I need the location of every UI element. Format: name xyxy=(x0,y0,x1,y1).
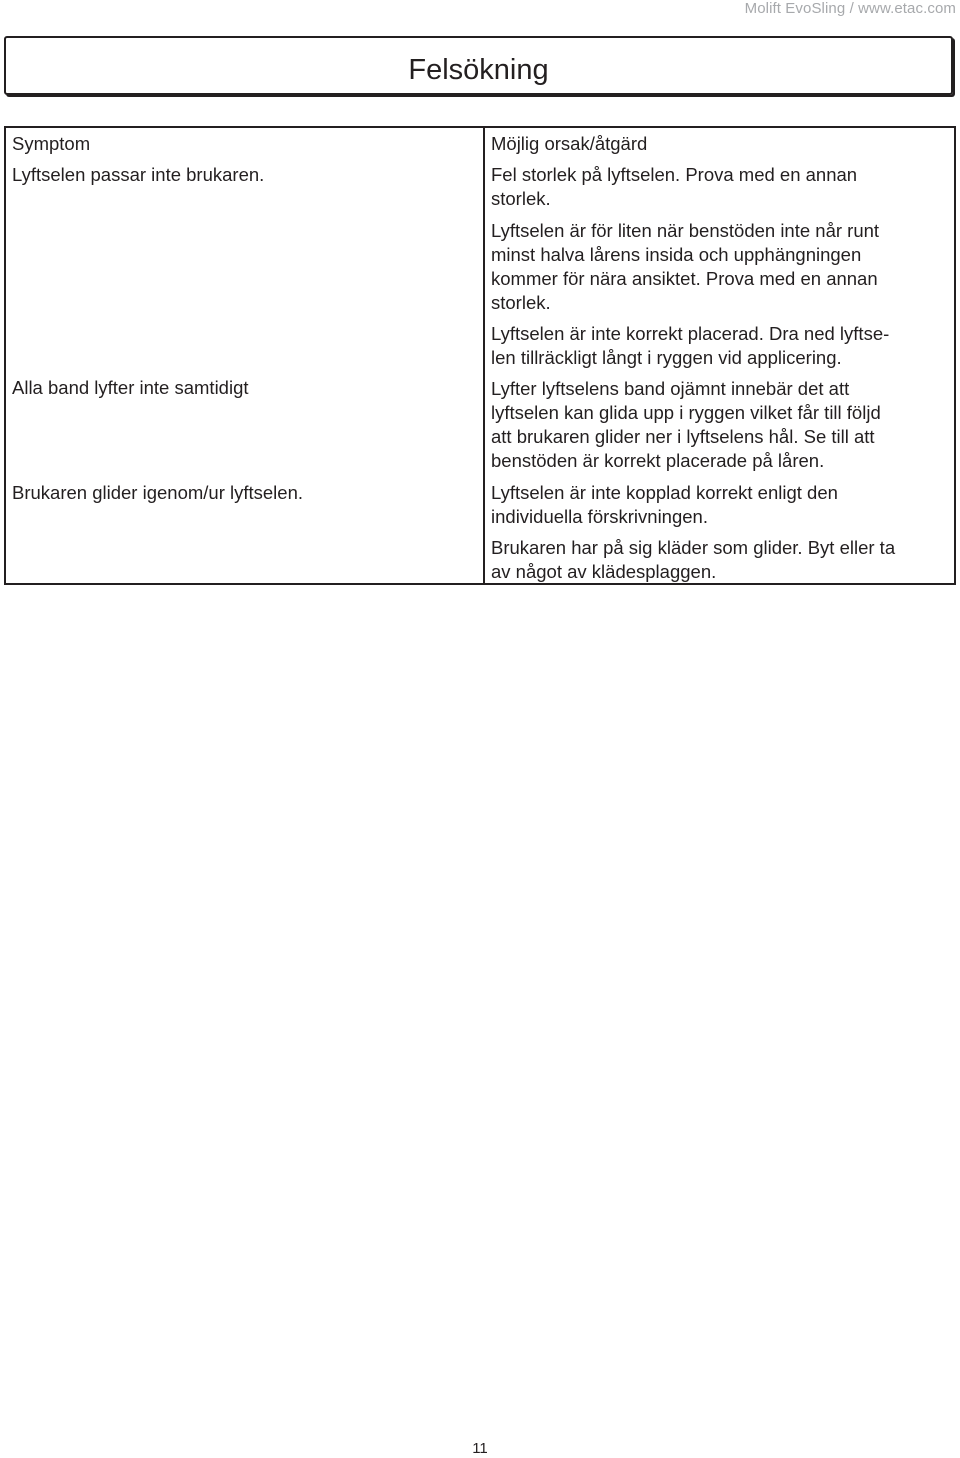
page-title: Felsökning xyxy=(408,54,549,86)
column-divider xyxy=(483,128,485,583)
cause-5-line-1: Lyftselen är inte kopplad korrekt enligt den xyxy=(491,482,838,503)
cause-2-line-2: minst halva lårens insida och upphängningen xyxy=(491,244,862,265)
cause-4-line-1: Lyfter lyftselens band ojämnt innebär det att xyxy=(491,378,850,399)
cause-header: Möjlig orsak/åtgärd xyxy=(491,133,648,154)
symptom-1: Lyftselen passar inte brukaren. xyxy=(12,164,265,185)
cause-2-line-3: kommer för nära ansiktet. Prova med en annan xyxy=(491,268,878,289)
symptom-header: Symptom xyxy=(12,133,91,154)
title-box xyxy=(4,36,953,95)
header-reference: Molift EvoSling / www.etac.com xyxy=(744,0,956,17)
cause-2-line-1: Lyftselen är för liten när benstöden inte når runt xyxy=(491,220,880,241)
cause-4-line-2: lyftselen kan glida upp i ryggen vilket får till följd xyxy=(491,402,881,423)
cause-6-line-1: Brukaren har på sig kläder som glider. Byt eller ta xyxy=(491,537,896,558)
cause-3-line-2: len tillräckligt långt i ryggen vid applicering. xyxy=(491,347,842,368)
cause-2-line-4: storlek. xyxy=(491,292,551,313)
page-number: 11 xyxy=(472,1440,488,1457)
cause-1-line-1: Fel storlek på lyftselen. Prova med en annan xyxy=(491,164,858,185)
cause-4-line-4: benstöden är korrekt placerade på låren. xyxy=(491,450,825,471)
cause-3-line-1: Lyftselen är inte korrekt placerad. Dra ned lyftse- xyxy=(491,323,890,344)
cause-5-line-2: individuella förskrivningen. xyxy=(491,506,708,527)
cause-1-line-2: storlek. xyxy=(491,188,551,209)
troubleshooting-table xyxy=(4,126,956,585)
symptom-2: Alla band lyfter inte samtidigt xyxy=(12,377,249,398)
symptom-3: Brukaren glider igenom/ur lyftselen. xyxy=(12,482,304,503)
cause-6-line-2: av något av klädesplaggen. xyxy=(491,561,717,582)
cause-4-line-3: att brukaren glider ner i lyftselens hål. Se till att xyxy=(491,426,875,447)
